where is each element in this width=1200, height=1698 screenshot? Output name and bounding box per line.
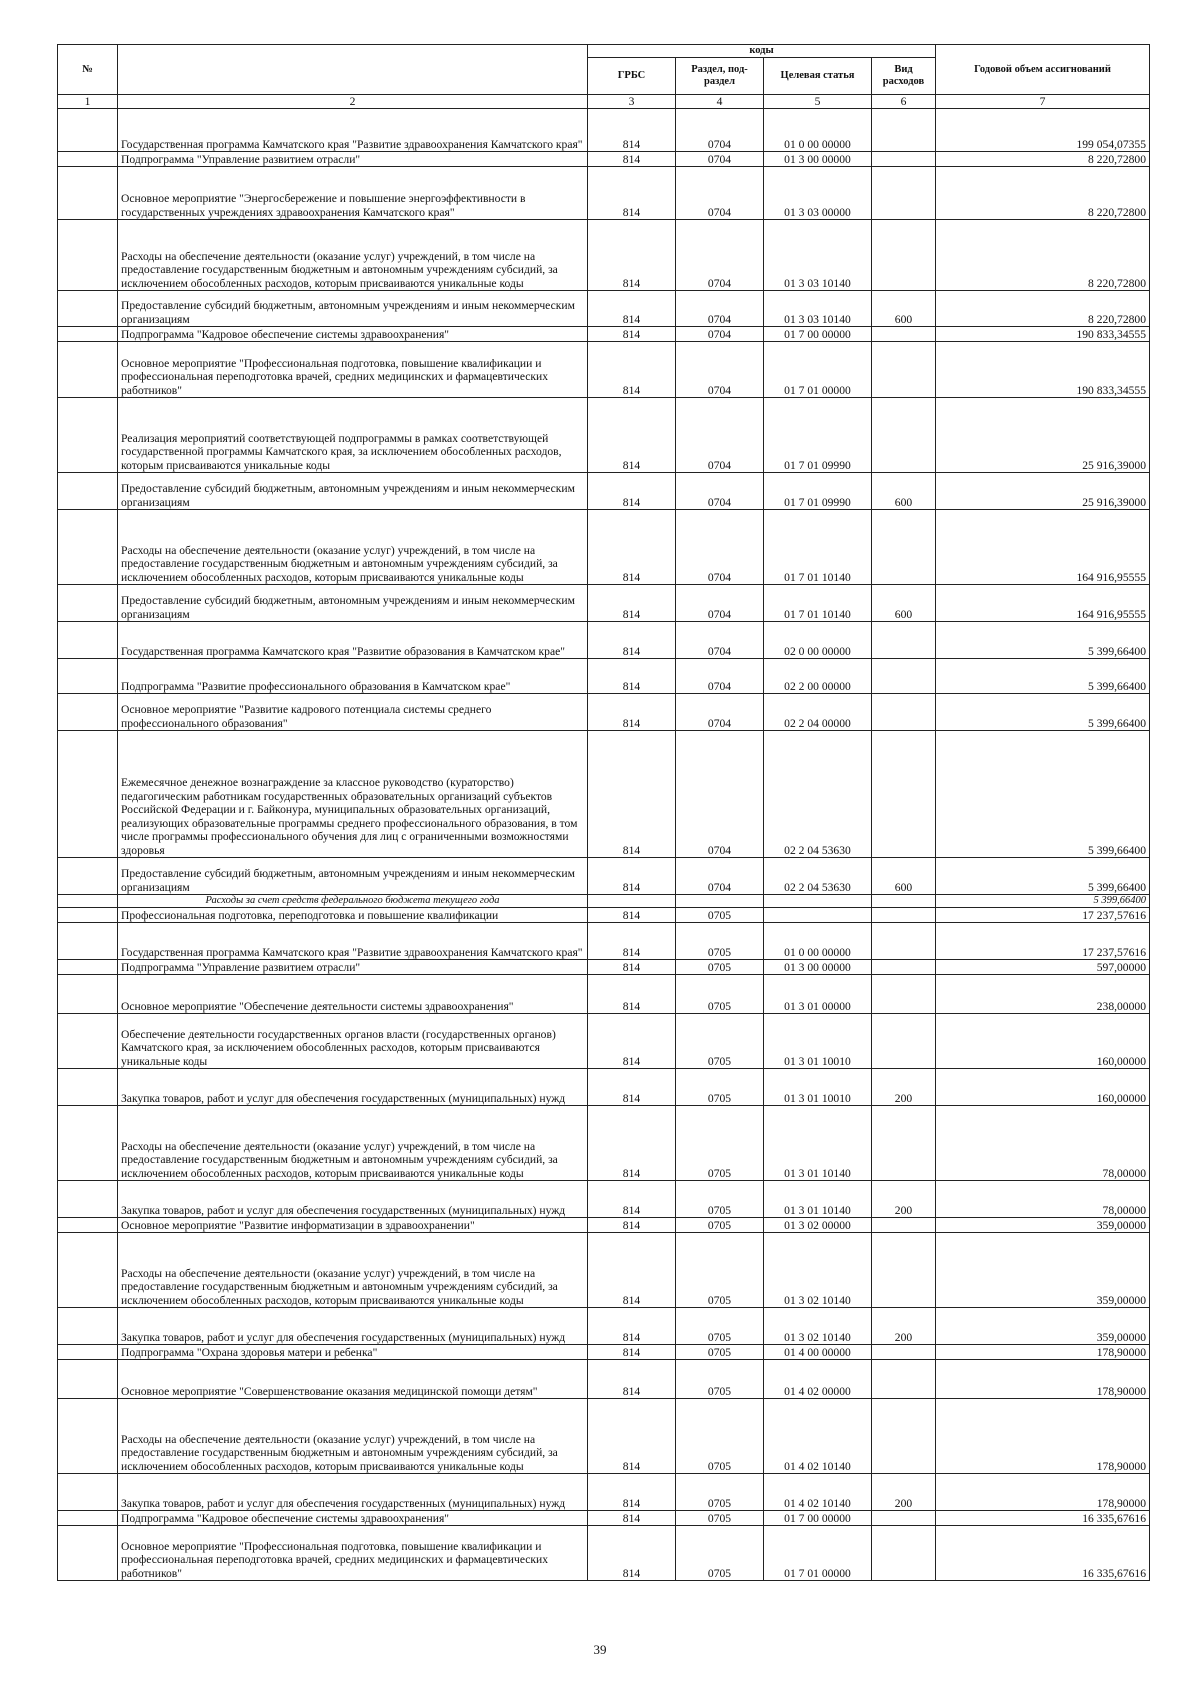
row-number-cell (58, 509, 118, 584)
row-sum: 160,00000 (936, 1013, 1150, 1068)
row-sum: 25 916,39000 (936, 397, 1150, 472)
row-razdel: 0705 (676, 1068, 764, 1105)
row-sum: 8 220,72800 (936, 151, 1150, 166)
row-celevaya: 01 7 01 09990 (764, 472, 872, 509)
row-grbs: 814 (588, 974, 676, 1013)
row-razdel: 0704 (676, 397, 764, 472)
row-name: Основное мероприятие "Профессиональная подготовка, повышение квалификации и профессиональная переподготовка врачей, средних медицинских и фармацевтических работников" (118, 1525, 588, 1580)
row-celevaya: 01 4 02 10140 (764, 1473, 872, 1510)
row-grbs: 814 (588, 922, 676, 959)
row-name: Обеспечение деятельности государственных органов власти (государственных органов) Камчатского края, за исключением обособленных расходов, которым присваиваются уникальные коды (118, 1013, 588, 1068)
table-row (58, 693, 1150, 730)
row-number-cell (58, 219, 118, 290)
header-razdel: Раздел, под-раздел (676, 57, 764, 94)
row-celevaya: 02 2 04 53630 (764, 730, 872, 857)
row-razdel: 0704 (676, 472, 764, 509)
table-row (58, 108, 1150, 151)
table-row (58, 894, 1150, 907)
row-grbs: 814 (588, 1359, 676, 1398)
row-razdel (676, 894, 764, 907)
row-sum: 5 399,66400 (936, 693, 1150, 730)
page-number: 39 (593, 1642, 607, 1657)
row-vid (872, 922, 936, 959)
row-celevaya: 01 3 00 00000 (764, 151, 872, 166)
row-razdel: 0704 (676, 584, 764, 621)
row-grbs (588, 894, 676, 907)
row-name: Расходы за счет средств федерального бюджета текущего года (118, 894, 588, 907)
row-name: Подпрограмма "Управление развитием отрасли" (118, 151, 588, 166)
row-razdel: 0705 (676, 974, 764, 1013)
table-row (58, 907, 1150, 922)
table-row (58, 1525, 1150, 1580)
row-razdel: 0705 (676, 1105, 764, 1180)
row-number-cell (58, 907, 118, 922)
header-annual: Годовой объем ассигнований (936, 45, 1150, 95)
row-grbs: 814 (588, 219, 676, 290)
row-number-cell (58, 693, 118, 730)
row-number-cell (58, 658, 118, 693)
row-grbs: 814 (588, 1525, 676, 1580)
row-celevaya: 01 3 02 00000 (764, 1217, 872, 1232)
row-number-cell (58, 730, 118, 857)
row-grbs: 814 (588, 397, 676, 472)
row-number-cell (58, 959, 118, 974)
header-vid: Вид расходов (872, 57, 936, 94)
table-row (58, 1307, 1150, 1344)
row-celevaya: 01 0 00 00000 (764, 922, 872, 959)
row-celevaya: 01 3 01 00000 (764, 974, 872, 1013)
table-body (58, 108, 1150, 1580)
table-row (58, 1344, 1150, 1359)
row-number-cell (58, 922, 118, 959)
row-number-cell (58, 1232, 118, 1307)
row-grbs: 814 (588, 472, 676, 509)
row-grbs: 814 (588, 1217, 676, 1232)
row-grbs: 814 (588, 1232, 676, 1307)
row-vid: 200 (872, 1473, 936, 1510)
row-celevaya: 01 3 02 10140 (764, 1307, 872, 1344)
row-sum: 78,00000 (936, 1180, 1150, 1217)
row-number-cell (58, 974, 118, 1013)
row-vid (872, 693, 936, 730)
row-grbs: 814 (588, 1105, 676, 1180)
row-name: Основное мероприятие "Профессиональная подготовка, повышение квалификации и профессиональная переподготовка врачей, средних медицинских и фармацевтических работников" (118, 341, 588, 397)
budget-sheet (57, 44, 1149, 1581)
row-vid (872, 959, 936, 974)
row-vid: 600 (872, 472, 936, 509)
row-celevaya: 01 7 01 10140 (764, 584, 872, 621)
row-celevaya: 02 0 00 00000 (764, 621, 872, 658)
header-no: № (58, 45, 118, 95)
col-num: 7 (936, 94, 1150, 108)
row-vid (872, 1525, 936, 1580)
row-number-cell (58, 1473, 118, 1510)
row-number-cell (58, 1180, 118, 1217)
row-sum: 359,00000 (936, 1307, 1150, 1344)
row-name: Основное мероприятие "Обеспечение деятельности системы здравоохранения" (118, 974, 588, 1013)
row-number-cell (58, 397, 118, 472)
table-row (58, 1510, 1150, 1525)
row-sum: 190 833,34555 (936, 341, 1150, 397)
row-sum: 5 399,66400 (936, 894, 1150, 907)
row-grbs: 814 (588, 1068, 676, 1105)
row-celevaya: 01 4 00 00000 (764, 1344, 872, 1359)
row-vid: 600 (872, 857, 936, 894)
table-row (58, 974, 1150, 1013)
row-grbs: 814 (588, 730, 676, 857)
table-row (58, 326, 1150, 341)
row-razdel: 0705 (676, 1232, 764, 1307)
row-vid (872, 730, 936, 857)
row-sum: 178,90000 (936, 1359, 1150, 1398)
row-number-cell (58, 1510, 118, 1525)
row-razdel: 0705 (676, 1307, 764, 1344)
header-codes: коды (588, 45, 936, 58)
row-name: Расходы на обеспечение деятельности (оказание услуг) учреждений, в том числе на предоставление государственным бюджетным и автономным учреждениям субсидий, за исключением обособленных расходов, которым присваиваются уникальные коды (118, 1398, 588, 1473)
row-number-cell (58, 1359, 118, 1398)
row-number-cell (58, 1217, 118, 1232)
row-celevaya: 01 3 02 10140 (764, 1232, 872, 1307)
table-row (58, 341, 1150, 397)
row-number-cell (58, 1105, 118, 1180)
row-name: Основное мероприятие "Энергосбережение и повышение энергоэффективности в государственных учреждениях здравоохранения Камчатского края" (118, 166, 588, 219)
table-row (58, 658, 1150, 693)
row-celevaya: 02 2 00 00000 (764, 658, 872, 693)
row-razdel: 0705 (676, 1510, 764, 1525)
row-name: Расходы на обеспечение деятельности (оказание услуг) учреждений, в том числе на предоставление государственным бюджетным и автономным учреждениям субсидий, за исключением обособленных расходов, которым присваиваются уникальные коды (118, 1232, 588, 1307)
row-vid: 200 (872, 1307, 936, 1344)
row-sum: 8 220,72800 (936, 166, 1150, 219)
row-number-cell (58, 1344, 118, 1359)
table-row (58, 1217, 1150, 1232)
row-celevaya: 01 7 01 09990 (764, 397, 872, 472)
row-sum: 5 399,66400 (936, 621, 1150, 658)
row-name: Государственная программа Камчатского края "Развитие образования в Камчатском крае" (118, 621, 588, 658)
row-vid (872, 326, 936, 341)
row-razdel: 0704 (676, 151, 764, 166)
row-vid: 600 (872, 584, 936, 621)
row-number-cell (58, 1525, 118, 1580)
row-grbs: 814 (588, 1510, 676, 1525)
row-sum: 8 220,72800 (936, 219, 1150, 290)
row-name: Подпрограмма "Кадровое обеспечение системы здравоохранения" (118, 1510, 588, 1525)
row-vid: 600 (872, 290, 936, 326)
row-name: Предоставление субсидий бюджетным, автономным учреждениям и иным некоммерческим организациям (118, 584, 588, 621)
header-name (118, 45, 588, 95)
row-sum: 16 335,67616 (936, 1510, 1150, 1525)
col-num: 4 (676, 94, 764, 108)
row-name: Предоставление субсидий бюджетным, автономным учреждениям и иным некоммерческим организациям (118, 857, 588, 894)
row-name: Государственная программа Камчатского края "Развитие здравоохранения Камчатского края" (118, 108, 588, 151)
row-celevaya: 01 4 02 10140 (764, 1398, 872, 1473)
row-number-cell (58, 894, 118, 907)
row-grbs: 814 (588, 166, 676, 219)
row-razdel: 0705 (676, 959, 764, 974)
row-name: Расходы на обеспечение деятельности (оказание услуг) учреждений, в том числе на предоставление государственным бюджетным и автономным учреждениям субсидий, за исключением обособленных расходов, которым присваиваются уникальные коды (118, 509, 588, 584)
row-vid (872, 397, 936, 472)
row-sum: 160,00000 (936, 1068, 1150, 1105)
table-row (58, 584, 1150, 621)
row-name: Подпрограмма "Развитие профессионального образования в Камчатском крае" (118, 658, 588, 693)
row-number-cell (58, 621, 118, 658)
column-number-row (58, 94, 1150, 108)
row-razdel: 0704 (676, 219, 764, 290)
row-celevaya: 01 3 03 10140 (764, 219, 872, 290)
row-sum: 5 399,66400 (936, 658, 1150, 693)
row-celevaya: 01 3 03 10140 (764, 290, 872, 326)
table-row (58, 151, 1150, 166)
table-row (58, 1013, 1150, 1068)
table-row (58, 166, 1150, 219)
row-vid (872, 219, 936, 290)
row-name: Основное мероприятие "Развитие кадрового потенциала системы среднего профессионального образования" (118, 693, 588, 730)
table-row (58, 922, 1150, 959)
table-row (58, 509, 1150, 584)
row-number-cell (58, 1398, 118, 1473)
row-grbs: 814 (588, 1398, 676, 1473)
row-grbs: 814 (588, 1307, 676, 1344)
row-vid (872, 621, 936, 658)
row-razdel: 0704 (676, 108, 764, 151)
row-name: Закупка товаров, работ и услуг для обеспечения государственных (муниципальных) нужд (118, 1473, 588, 1510)
row-razdel: 0705 (676, 1217, 764, 1232)
row-razdel: 0704 (676, 658, 764, 693)
row-vid: 200 (872, 1180, 936, 1217)
row-grbs: 814 (588, 693, 676, 730)
row-vid (872, 974, 936, 1013)
row-sum: 78,00000 (936, 1105, 1150, 1180)
row-vid (872, 108, 936, 151)
row-name: Государственная программа Камчатского края "Развитие здравоохранения Камчатского края" (118, 922, 588, 959)
row-sum: 8 220,72800 (936, 290, 1150, 326)
row-grbs: 814 (588, 509, 676, 584)
table-row (58, 290, 1150, 326)
row-name: Подпрограмма "Кадровое обеспечение системы здравоохранения" (118, 326, 588, 341)
row-name: Профессиональная подготовка, переподготовка и повышение квалификации (118, 907, 588, 922)
row-grbs: 814 (588, 1180, 676, 1217)
col-num: 5 (764, 94, 872, 108)
row-grbs: 814 (588, 959, 676, 974)
row-vid (872, 1398, 936, 1473)
row-sum: 178,90000 (936, 1344, 1150, 1359)
row-vid (872, 151, 936, 166)
row-vid (872, 341, 936, 397)
row-number-cell (58, 290, 118, 326)
row-name: Предоставление субсидий бюджетным, автономным учреждениям и иным некоммерческим организациям (118, 472, 588, 509)
row-celevaya: 01 7 00 00000 (764, 1510, 872, 1525)
row-razdel: 0704 (676, 857, 764, 894)
row-number-cell (58, 1068, 118, 1105)
row-vid: 200 (872, 1068, 936, 1105)
row-celevaya: 01 3 01 10010 (764, 1013, 872, 1068)
row-vid (872, 166, 936, 219)
table-row (58, 730, 1150, 857)
row-sum: 199 054,07355 (936, 108, 1150, 151)
row-razdel: 0705 (676, 922, 764, 959)
row-celevaya: 01 3 00 00000 (764, 959, 872, 974)
row-celevaya: 01 4 02 00000 (764, 1359, 872, 1398)
row-sum: 597,00000 (936, 959, 1150, 974)
row-grbs: 814 (588, 151, 676, 166)
row-number-cell (58, 1307, 118, 1344)
row-name: Расходы на обеспечение деятельности (оказание услуг) учреждений, в том числе на предоставление государственным бюджетным и автономным учреждениям субсидий, за исключением обособленных расходов, которым присваиваются уникальные коды (118, 219, 588, 290)
table-row (58, 1232, 1150, 1307)
col-num: 3 (588, 94, 676, 108)
row-sum: 17 237,57616 (936, 922, 1150, 959)
row-vid (872, 1510, 936, 1525)
row-number-cell (58, 326, 118, 341)
row-razdel: 0704 (676, 693, 764, 730)
row-razdel: 0705 (676, 1398, 764, 1473)
row-sum: 17 237,57616 (936, 907, 1150, 922)
row-grbs: 814 (588, 857, 676, 894)
row-grbs: 814 (588, 341, 676, 397)
row-razdel: 0704 (676, 166, 764, 219)
row-razdel: 0704 (676, 326, 764, 341)
row-celevaya: 01 7 01 00000 (764, 341, 872, 397)
table-row (58, 959, 1150, 974)
row-sum: 359,00000 (936, 1217, 1150, 1232)
row-razdel: 0705 (676, 1344, 764, 1359)
row-number-cell (58, 151, 118, 166)
row-celevaya: 02 2 04 00000 (764, 693, 872, 730)
row-number-cell (58, 166, 118, 219)
row-celevaya: 01 7 01 00000 (764, 1525, 872, 1580)
col-num: 6 (872, 94, 936, 108)
row-razdel: 0705 (676, 1013, 764, 1068)
row-celevaya: 01 7 01 10140 (764, 509, 872, 584)
row-celevaya: 01 3 01 10140 (764, 1180, 872, 1217)
row-number-cell (58, 108, 118, 151)
row-number-cell (58, 857, 118, 894)
row-number-cell (58, 1013, 118, 1068)
row-vid (872, 658, 936, 693)
row-name: Ежемесячное денежное вознаграждение за классное руководство (кураторство) педагогическим работникам государственных образовательных организаций субъектов Российской Федерации и г. Байконура, муниципальных образовательных организаций, реализующих образовательные программы среднего профессионального образования, в том числе программы профессионального обучения для лиц с ограниченными возможностями здоровья (118, 730, 588, 857)
row-name: Реализация мероприятий соответствующей подпрограммы в рамках соответствующей государственной программы Камчатского края, за исключением обособленных расходов, которым присваиваются уникальные коды (118, 397, 588, 472)
table-row (58, 621, 1150, 658)
row-celevaya: 01 3 03 00000 (764, 166, 872, 219)
table-row (58, 397, 1150, 472)
row-sum: 164 916,95555 (936, 584, 1150, 621)
row-grbs: 814 (588, 621, 676, 658)
row-razdel: 0705 (676, 1359, 764, 1398)
table-row (58, 1359, 1150, 1398)
row-vid (872, 907, 936, 922)
row-number-cell (58, 341, 118, 397)
row-grbs: 814 (588, 907, 676, 922)
table-row (58, 1180, 1150, 1217)
row-celevaya: 01 3 01 10010 (764, 1068, 872, 1105)
col-num: 1 (58, 94, 118, 108)
row-grbs: 814 (588, 584, 676, 621)
row-name: Закупка товаров, работ и услуг для обеспечения государственных (муниципальных) нужд (118, 1068, 588, 1105)
row-sum: 5 399,66400 (936, 730, 1150, 857)
row-vid (872, 1344, 936, 1359)
table-row (58, 219, 1150, 290)
row-grbs: 814 (588, 1344, 676, 1359)
row-razdel: 0704 (676, 509, 764, 584)
row-razdel: 0704 (676, 341, 764, 397)
budget-table (57, 44, 1150, 1581)
row-sum: 178,90000 (936, 1398, 1150, 1473)
row-vid (872, 509, 936, 584)
row-grbs: 814 (588, 658, 676, 693)
row-razdel: 0705 (676, 907, 764, 922)
row-razdel: 0704 (676, 290, 764, 326)
table-row (58, 1068, 1150, 1105)
row-vid (872, 1105, 936, 1180)
row-grbs: 814 (588, 1013, 676, 1068)
row-razdel: 0705 (676, 1473, 764, 1510)
row-vid (872, 1359, 936, 1398)
row-sum: 190 833,34555 (936, 326, 1150, 341)
row-name: Основное мероприятие "Развитие информатизации в здравоохранении" (118, 1217, 588, 1232)
row-name: Предоставление субсидий бюджетным, автономным учреждениям и иным некоммерческим организациям (118, 290, 588, 326)
row-grbs: 814 (588, 326, 676, 341)
row-name: Закупка товаров, работ и услуг для обеспечения государственных (муниципальных) нужд (118, 1180, 588, 1217)
row-razdel: 0705 (676, 1525, 764, 1580)
row-razdel: 0704 (676, 730, 764, 857)
row-name: Расходы на обеспечение деятельности (оказание услуг) учреждений, в том числе на предоставление государственным бюджетным и автономным учреждениям субсидий, за исключением обособленных расходов, которым присваиваются уникальные коды (118, 1105, 588, 1180)
table-row (58, 857, 1150, 894)
row-celevaya (764, 894, 872, 907)
row-vid (872, 894, 936, 907)
row-celevaya: 02 2 04 53630 (764, 857, 872, 894)
row-sum: 16 335,67616 (936, 1525, 1150, 1580)
row-number-cell (58, 472, 118, 509)
row-grbs: 814 (588, 108, 676, 151)
row-name: Подпрограмма "Управление развитием отрасли" (118, 959, 588, 974)
row-grbs: 814 (588, 290, 676, 326)
header-row-1 (58, 45, 1150, 58)
row-razdel: 0705 (676, 1180, 764, 1217)
row-vid (872, 1013, 936, 1068)
row-sum: 238,00000 (936, 974, 1150, 1013)
row-sum: 25 916,39000 (936, 472, 1150, 509)
row-vid (872, 1217, 936, 1232)
table-row (58, 1105, 1150, 1180)
table-row (58, 1473, 1150, 1510)
table-row (58, 472, 1150, 509)
header-celevaya: Целевая статья (764, 57, 872, 94)
row-sum: 178,90000 (936, 1473, 1150, 1510)
row-vid (872, 1232, 936, 1307)
row-sum: 164 916,95555 (936, 509, 1150, 584)
row-number-cell (58, 584, 118, 621)
row-sum: 359,00000 (936, 1232, 1150, 1307)
row-celevaya (764, 907, 872, 922)
row-name: Подпрограмма "Охрана здоровья матери и ребенка" (118, 1344, 588, 1359)
row-name: Закупка товаров, работ и услуг для обеспечения государственных (муниципальных) нужд (118, 1307, 588, 1344)
row-sum: 5 399,66400 (936, 857, 1150, 894)
table-row (58, 1398, 1150, 1473)
row-name: Основное мероприятие "Совершенствование оказания медицинской помощи детям" (118, 1359, 588, 1398)
row-razdel: 0704 (676, 621, 764, 658)
row-grbs: 814 (588, 1473, 676, 1510)
row-celevaya: 01 3 01 10140 (764, 1105, 872, 1180)
header-grbs: ГРБС (588, 57, 676, 94)
row-celevaya: 01 7 00 00000 (764, 326, 872, 341)
col-num: 2 (118, 94, 588, 108)
row-celevaya: 01 0 00 00000 (764, 108, 872, 151)
